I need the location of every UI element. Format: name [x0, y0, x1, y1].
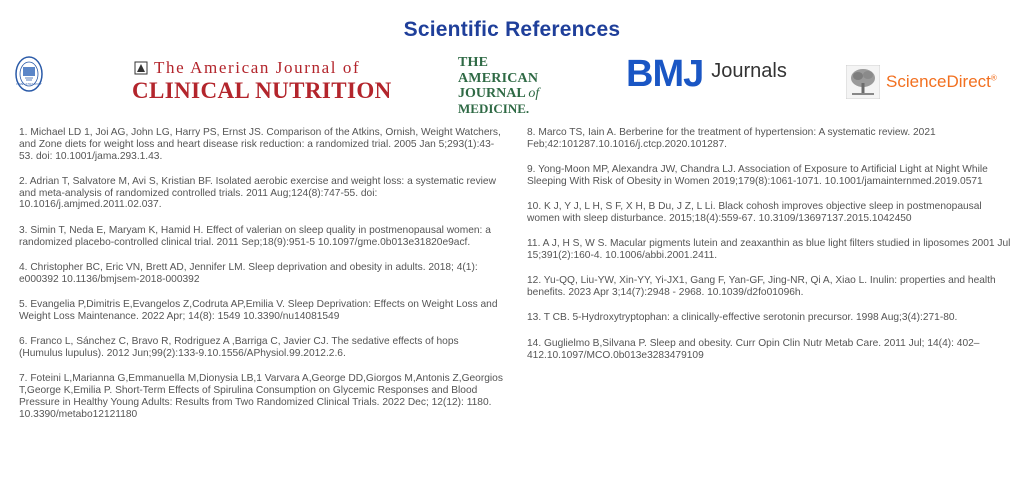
ajm-line2: JOURNAL of — [458, 86, 540, 101]
ajcn-line1: The American Journal of — [154, 58, 361, 77]
elsevier-tree-icon — [846, 65, 880, 99]
references-right-column — [527, 127, 1013, 375]
ajcn-line2: CLINICAL NUTRITION — [132, 78, 392, 103]
ajm-line1: THE AMERICAN — [458, 55, 539, 86]
reference-item: 9. Yong-Moon MP, Alexandra JW, Chandra LJ. Association of Exposure to Artificial Light at Night While Sleeping With Risk of Obesity in Women 2019;179(8):1061-1071. 10.1001/jamainternmed.2019.0571 — [527, 164, 988, 187]
reference-item: 3. Simin T, Neda E, Maryam K, Hamid H. Effect of valerian on sleep quality in postmenopausal women: a randomized placebo-controlled clinical trial. 2011 Sep;18(9):951-5 10.1097/gme.0b013e31820e9acf. — [19, 224, 491, 248]
seal-issn-text: ISSN: 2767-8377 — [16, 82, 42, 86]
references-left-column — [19, 127, 504, 434]
journal-seal-icon — [14, 54, 44, 94]
reference-item: 12. Yu-QQ, Liu-YW, Xin-YY, Yi-JX1, Gang F, Yan-GF, Jing-NR, Qi A, Xiao L. Inulin: properties and health benefits. 2023 Apr 3;14(7):2948 - 2968. 10.1039/d2fo01096h. — [527, 275, 996, 299]
reference-item: 13. T CB. 5-Hydroxytryptophan: a clinically-effective serotonin precursor. 1998 Aug;3(4):271-80. — [527, 312, 958, 324]
reference-item: 5. Evangelia P,Dimitris E,Evangelos Z,Codruta AP,Emilia V. Sleep Deprivation: Effects on Weight Loss and Weight Loss Maintenance. 2022 Apr; 14(8): 1549 10.3390/nu14081549 — [19, 298, 498, 322]
journal-seal-logo — [14, 54, 44, 94]
ajm-logo — [458, 55, 568, 116]
bmj-journals-text: Journals — [711, 60, 787, 82]
reference-item: 8. Marco TS, Iain A. Berberine for the treatment of hypertension: A systematic review. 2021 Feb;42:101287.10.1016/j.ctcp.2020.101287. — [527, 127, 936, 150]
sciencedirect-text: ScienceDirect® — [886, 72, 997, 91]
reference-item: 7. Foteini L,Marianna G,Emmanuella M,Dionysia LB,1 Varvara A,George DD,Giorgos M,Antonis Z,Georgios T,George K,Emilia P. Short-Term Effects of Spirulina Consumption on Glycemic Responses and Blood Pressure in Healthy Young Adults: Results from Two Randomized Clinical Trials. 2022 Dec; 12(12): 1180. 10.3390/metabo12121180 — [19, 373, 503, 420]
page-title: Scientific References — [403, 18, 621, 42]
reference-item: 1. Michael LD 1, Joi AG, John LG, Harry PS, Ernst JS. Comparison of the Atkins, Ornish, Weight Watchers, and Zone diets for weight loss and heart disease risk reduction: a randomized trial. 2005 Jan 5;293(1):43-53. doi: 10.1001/jama.293.1.43. — [19, 127, 501, 162]
ajm-line3: MEDICINE. — [458, 101, 530, 116]
reference-item: 10. K J, Y J, L H, S F, X H, B Du, J Z, L Li. Black cohosh improves objective sleep in postmenopausal women with sleep disturbance. 2015;18(4):559-67. 10.3109/13697137.2015.1042450 — [527, 201, 982, 224]
reference-item: 2. Adrian T, Salvatore M, Avi S, Kristian BF. Isolated aerobic exercise and weight loss: a systematic review and meta-analysis of randomized controlled trials. 2011 Aug;124(8):747-55. doi: 10.1016/j.amjmed.2011.02.037. — [19, 175, 496, 211]
reference-item: 14. Guglielmo B,Silvana P. Sleep and obesity. Curr Opin Clin Nutr Metab Care. 2011 Jul; 14(4): 402–412.10.1097/MCO.0b013e3283479109 — [527, 337, 980, 361]
sciencedirect-logo — [846, 62, 1016, 102]
reference-item: 11. A J, H S, W S. Macular pigments lutein and zeaxanthin as blue light filters studied in liposomes 2001 Jul 15;391(2):160-4. 10.1006/abbi.2001.2411. — [527, 238, 1011, 262]
bmj-mark: BMJ — [626, 53, 704, 95]
ajcn-emblem-icon — [134, 61, 148, 75]
bmj-journals-logo — [626, 54, 796, 104]
reference-item: 6. Franco L, Sánchez C, Bravo R, Rodriguez A ,Barriga C, Javier CJ. The sedative effects of hops (Humulus lupulus). 2012 Jun;99(2):133-9.10.1556/APhysiol.99.2012.2.6. — [19, 336, 459, 359]
reference-item: 4. Christopher BC, Eric VN, Brett AD, Jennifer LM. Sleep deprivation and obesity in adults. 2018; 4(1): e000392 10.1136/bmjsem-2018-000392 — [19, 261, 478, 285]
ajcn-logo — [134, 58, 390, 104]
journal-logos — [0, 48, 1024, 116]
